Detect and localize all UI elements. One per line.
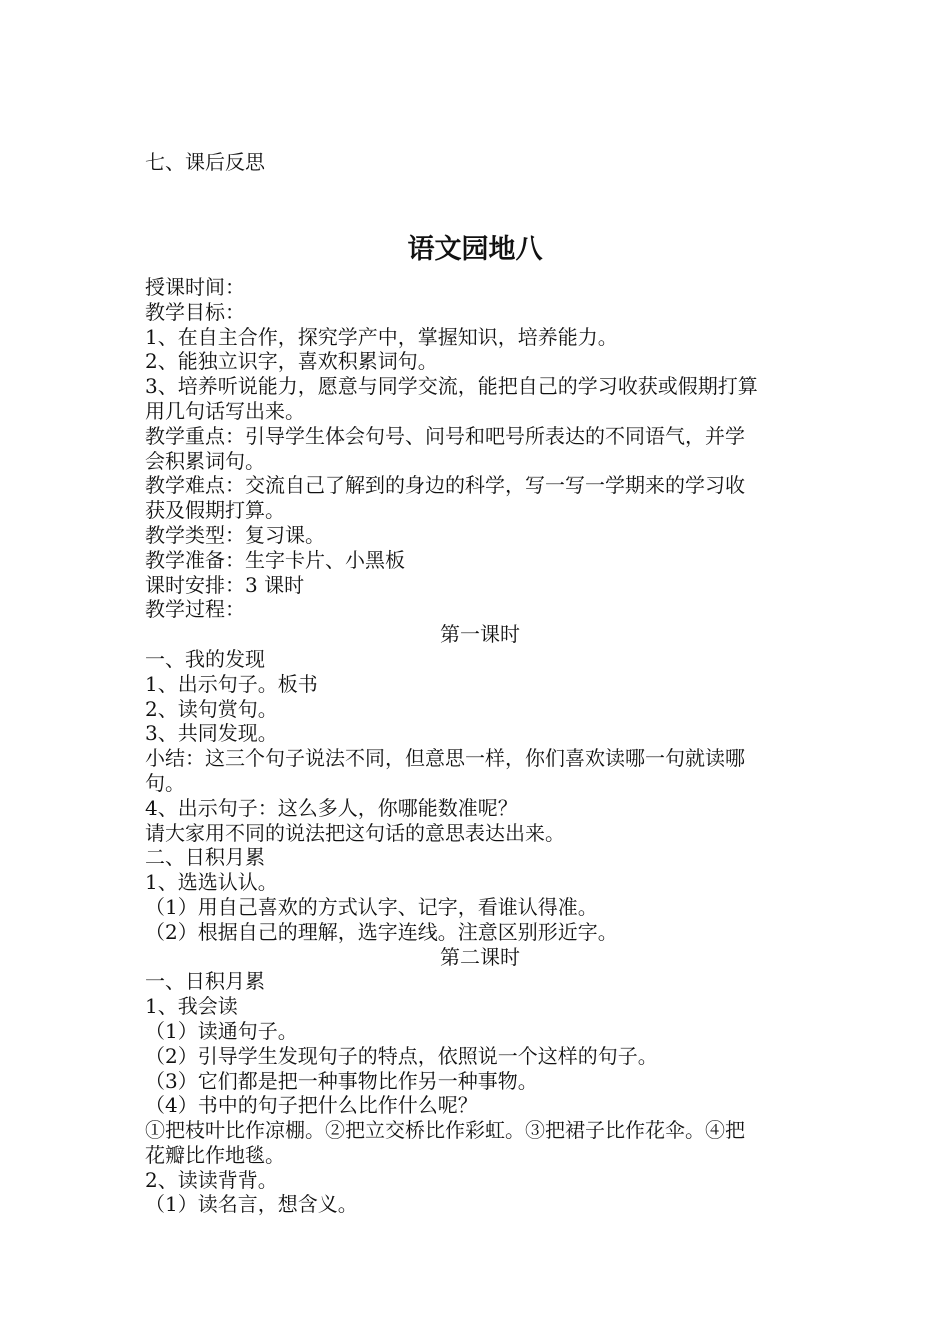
lesson-plan-body bbox=[145, 275, 815, 1217]
text-line: 1、在自主合作，探究学产中，掌握知识，培养能力。 bbox=[145, 324, 618, 349]
text-line: 教学类型：复习课。 bbox=[145, 522, 325, 547]
text-line: 2、能独立识字，喜欢积累词句。 bbox=[145, 349, 438, 374]
text-line: 一、我的发现 bbox=[145, 646, 265, 671]
text-line: 花瓣比作地毯。 bbox=[145, 1142, 285, 1167]
text-line: 小结：这三个句子说法不同，但意思一样，你们喜欢读哪一句就读哪 bbox=[145, 746, 745, 771]
lesson-period-heading: 第二课时 bbox=[440, 944, 520, 969]
text-line: （1）读通句子。 bbox=[145, 1018, 298, 1043]
text-line: 二、日积月累 bbox=[145, 845, 265, 870]
section-heading-reflection: 七、课后反思 bbox=[145, 150, 265, 174]
text-line: 会积累词句。 bbox=[145, 448, 265, 473]
text-line: 4、出示句子：这么多人，你哪能数准呢？ bbox=[145, 795, 518, 820]
text-line: （1）读名言，想含义。 bbox=[145, 1192, 358, 1217]
text-line: 请大家用不同的说法把这句话的意思表达出来。 bbox=[145, 820, 565, 845]
text-line: 教学重点：引导学生体会句号、问号和吧号所表达的不同语气，并学 bbox=[145, 423, 745, 448]
text-line: 教学准备：生字卡片、小黑板 bbox=[145, 547, 405, 572]
text-line: ①把枝叶比作凉棚。②把立交桥比作彩虹。③把裙子比作花伞。④把 bbox=[145, 1118, 745, 1143]
text-line: 2、读读背背。 bbox=[145, 1167, 278, 1192]
text-line: 教学过程： bbox=[145, 597, 245, 622]
document-title: 语文园地八 bbox=[407, 234, 543, 265]
text-line: 1、出示句子。板书 bbox=[145, 671, 318, 696]
text-line: （4）书中的句子把什么比作什么呢？ bbox=[145, 1093, 478, 1118]
text-line: 3、培养听说能力，愿意与同学交流，能把自己的学习收获或假期打算 bbox=[145, 374, 758, 399]
text-line: 获及假期打算。 bbox=[145, 498, 285, 523]
text-line: 授课时间： bbox=[145, 275, 245, 299]
text-line: （2）引导学生发现句子的特点，依照说一个这样的句子。 bbox=[145, 1043, 658, 1068]
text-line: 2、读句赏句。 bbox=[145, 696, 278, 721]
text-line: 一、日积月累 bbox=[145, 969, 265, 994]
text-line: 1、选选认认。 bbox=[145, 870, 278, 895]
text-line: 教学难点：交流自己了解到的身边的科学，写一写一学期来的学习收 bbox=[145, 473, 745, 498]
text-line: 1、我会读 bbox=[145, 994, 238, 1019]
text-line: （2）根据自己的理解，选字连线。注意区别形近字。 bbox=[145, 919, 618, 944]
text-line: 3、共同发现。 bbox=[145, 721, 278, 746]
text-line: （3）它们都是把一种事物比作另一种事物。 bbox=[145, 1068, 538, 1093]
text-line: 用几句话写出来。 bbox=[145, 398, 305, 423]
lesson-period-heading: 第一课时 bbox=[440, 622, 520, 647]
text-line: （1）用自己喜欢的方式认字、记字，看谁认得准。 bbox=[145, 894, 598, 919]
text-line: 课时安排：3 课时 bbox=[145, 572, 305, 597]
text-line: 教学目标： bbox=[145, 299, 245, 324]
text-line: 句。 bbox=[145, 770, 185, 795]
